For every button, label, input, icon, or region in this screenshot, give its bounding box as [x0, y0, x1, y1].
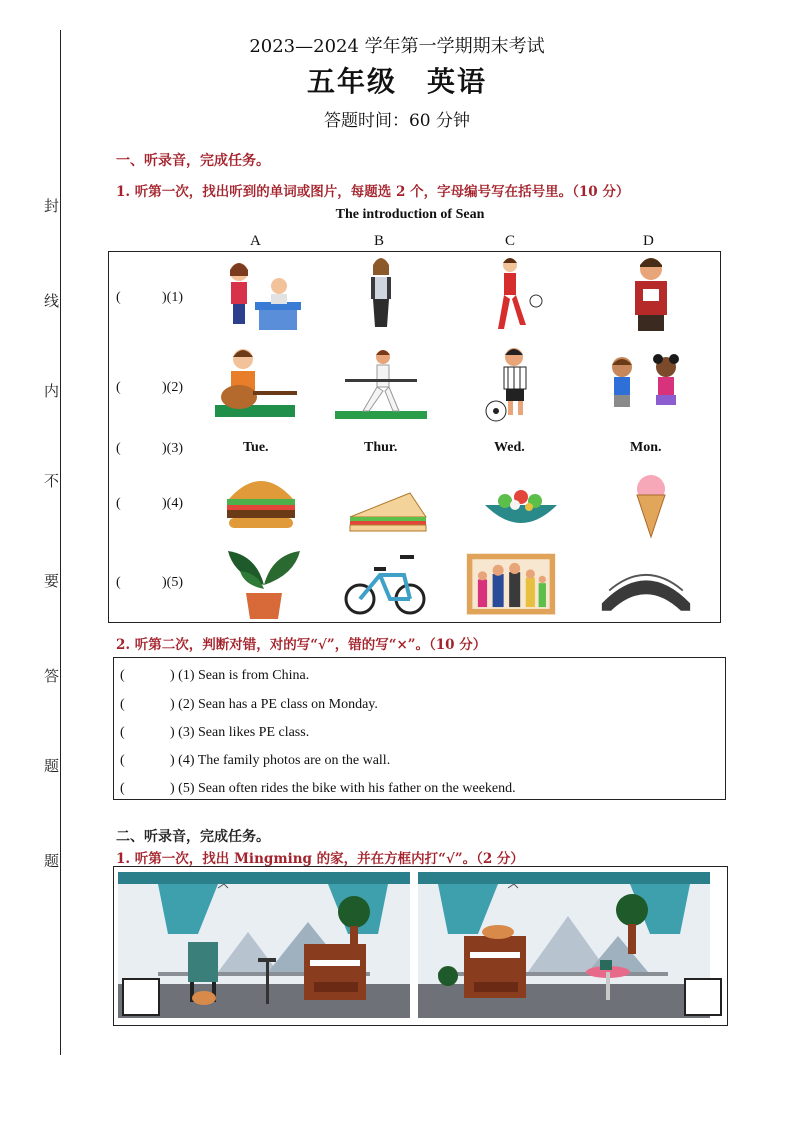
day-label: Mon. [630, 440, 662, 455]
statement-row[interactable]: ( ) (1) Sean is from China. [120, 668, 310, 683]
football-player-icon [470, 255, 562, 335]
margin-char: 要 [44, 572, 60, 590]
column-header-b: B [374, 233, 385, 249]
margin-char: 题 [44, 757, 60, 775]
column-header-a: A [250, 233, 261, 249]
column-header-c: C [505, 233, 516, 249]
part1-heading: 一、听录音，完成任务。 [116, 153, 270, 169]
margin-char: 封 [44, 197, 60, 215]
bridge-icon [600, 545, 692, 625]
part2-heading: 二、听录音，完成任务。 [116, 829, 270, 845]
statement-row[interactable]: ( ) (2) Sean has a PE class on Monday. [120, 697, 378, 712]
day-label: Wed. [494, 440, 525, 455]
binding-margin-line [60, 30, 61, 1055]
sandwich-icon [340, 465, 432, 545]
margin-char: 内 [44, 382, 60, 400]
statement-row[interactable]: ( ) (5) Sean often rides the bike with his father on the weekend. [120, 781, 516, 796]
margin-char: 不 [44, 472, 60, 490]
dancing-kids-icon [600, 345, 692, 425]
checkbox-right[interactable] [684, 978, 722, 1016]
checkbox-left[interactable] [122, 978, 160, 1016]
task1-instruction: 1. 听第一次，找出听到的单词或图片，每题选 2 个，字母编号写在括号里。（10 分） [116, 184, 630, 200]
part2-task1-instruction: 1. 听第一次，找出 Mingming 的家，并在方框内打“√”。（2 分） [116, 851, 524, 867]
task2-instruction: 2. 听第二次，判断对错，对的写“√”，错的写“×”。（10 分） [116, 637, 487, 653]
exam-subject: 五年级 英语 [306, 65, 487, 98]
ice-cream-icon [605, 465, 697, 545]
task1-subtitle: The introduction of Sean [335, 207, 485, 222]
column-header-d: D [643, 233, 654, 249]
salad-icon [475, 465, 567, 545]
answer-blank[interactable]: ( )(5) [116, 575, 183, 590]
day-label: Thur. [364, 440, 398, 455]
room-scene-left [118, 872, 410, 1018]
hamburger-icon [215, 465, 307, 545]
room-scene-right [418, 872, 710, 1018]
kung-fu-icon [335, 345, 427, 425]
day-label: Tue. [243, 440, 269, 455]
exam-title: 2023—2024 学年第一学期期末考试 [249, 36, 545, 57]
plant-icon [218, 545, 310, 625]
answer-blank[interactable]: ( )(3) [116, 441, 183, 456]
margin-char: 答 [44, 667, 60, 685]
family-photo-icon [465, 545, 557, 625]
statement-row[interactable]: ( ) (4) The family photos are on the wall. [120, 753, 391, 768]
margin-char: 题 [44, 852, 60, 870]
woman-icon [335, 255, 427, 335]
exam-duration: 答题时间：60 分钟 [323, 111, 471, 131]
statement-row[interactable]: ( ) (3) Sean likes PE class. [120, 725, 310, 740]
soccer-icon [470, 345, 562, 425]
answer-blank[interactable]: ( )(4) [116, 496, 183, 511]
answer-blank[interactable]: ( )(1) [116, 290, 183, 305]
man-icon [605, 255, 697, 335]
margin-char: 线 [44, 292, 60, 310]
teacher-icon [215, 258, 307, 338]
answer-blank[interactable]: ( )(2) [116, 380, 183, 395]
guitar-icon [215, 345, 307, 425]
bike-icon [340, 545, 432, 625]
